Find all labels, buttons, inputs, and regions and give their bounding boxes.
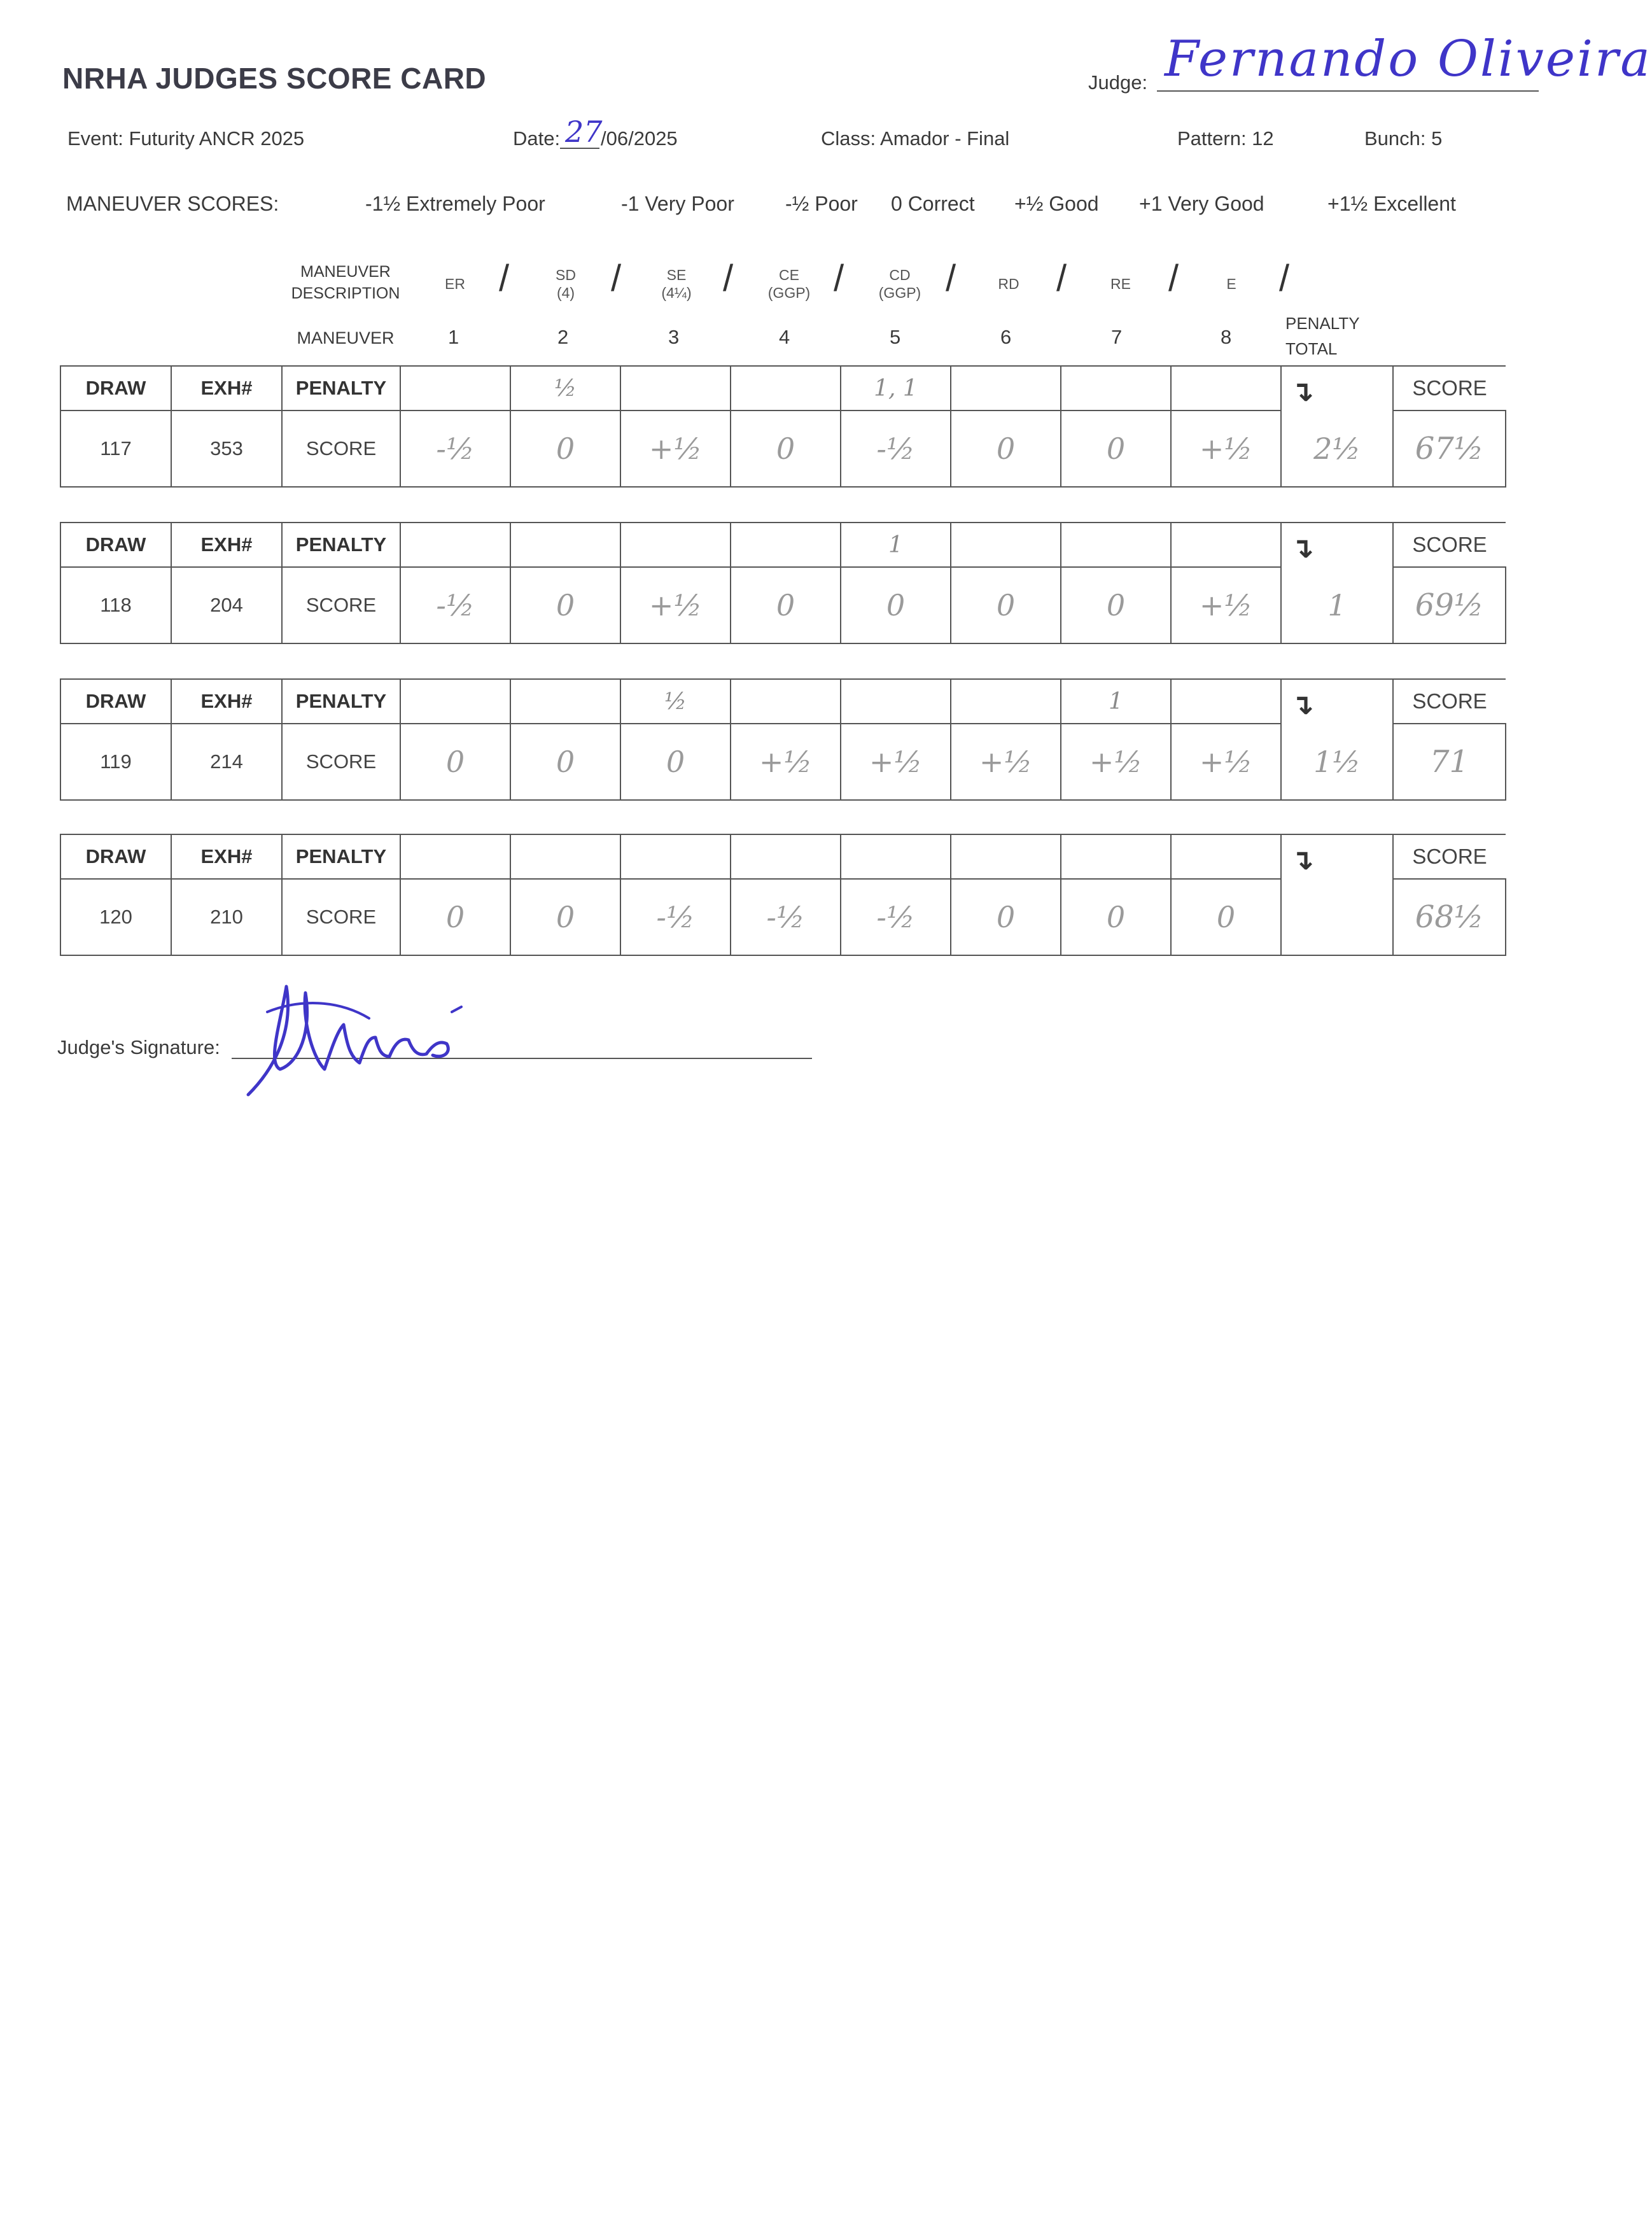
maneuver-score: 0 <box>400 724 510 800</box>
run-block-2 <box>60 522 1513 643</box>
penalty-cell <box>951 523 1061 567</box>
score-column-label: SCORE <box>1393 679 1506 724</box>
maneuver-number: 4 <box>779 326 790 348</box>
maneuver-code-sub: (GGP) <box>767 284 811 301</box>
signature-label: Judge's Signature: <box>57 1036 220 1058</box>
draw-header: DRAW <box>60 366 171 411</box>
maneuver-score: 0 <box>731 567 841 643</box>
scale-label: MANEUVER SCORES: <box>66 192 279 215</box>
maneuver-divider: / <box>1279 258 1290 299</box>
maneuver-description-label <box>280 261 411 304</box>
judge-line <box>1157 90 1539 92</box>
penalty-cell: 1, 1 <box>841 366 951 411</box>
arrow-icon: ↴ <box>1281 834 1393 879</box>
score-column-label: SCORE <box>1393 834 1506 879</box>
maneuver-score: 0 <box>510 724 620 800</box>
draw-number: 118 <box>60 567 171 643</box>
maneuver-score: 0 <box>951 567 1061 643</box>
score-column-label: SCORE <box>1393 523 1506 567</box>
maneuver-score: 0 <box>841 567 951 643</box>
scale-correct: 0 Correct <box>891 192 975 215</box>
penalty-header: PENALTY <box>282 523 400 567</box>
penalty-cell <box>510 834 620 879</box>
exh-header: EXH# <box>171 366 282 411</box>
scale-poor: -½ Poor <box>785 192 858 215</box>
maneuver-code-sub: (GGP) <box>878 284 921 301</box>
penalty-cell: 1 <box>841 523 951 567</box>
penalty-cell: ½ <box>510 366 620 411</box>
penalty-total-label <box>1285 311 1360 361</box>
penalty-cell: 1 <box>1061 679 1171 724</box>
penalty-cell <box>1171 679 1281 724</box>
penalty-cell <box>841 679 951 724</box>
draw-header: DRAW <box>60 523 171 567</box>
maneuver-divider: / <box>499 258 510 299</box>
penalty-cell <box>731 679 841 724</box>
arrow-icon: ↴ <box>1281 366 1393 411</box>
maneuver-code-sub: (4) <box>556 284 575 301</box>
exh-header: EXH# <box>171 679 282 724</box>
maneuver-code-8 <box>1203 275 1260 293</box>
maneuver-code-5 <box>868 266 932 302</box>
maneuver-divider: / <box>723 258 734 299</box>
draw-number: 117 <box>60 411 171 487</box>
penalty-cell <box>510 523 620 567</box>
maneuver-code-text: ER <box>445 276 465 292</box>
final-score: 67½ <box>1393 411 1506 487</box>
run-block-3 <box>60 678 1513 799</box>
run-block-1 <box>60 365 1513 486</box>
penalty-total: 1 <box>1281 567 1393 643</box>
maneuver-code-text: SE <box>666 267 687 283</box>
maneuver-code-text: RE <box>1110 276 1131 292</box>
maneuver-number: 5 <box>890 326 901 348</box>
class-name: Class: Amador - Final <box>821 127 1010 150</box>
scale-extremely-poor: -1½ Extremely Poor <box>365 192 545 215</box>
run-table <box>60 678 1506 801</box>
penalty-cell <box>620 366 731 411</box>
penalty-total-line1: PENALTY <box>1285 314 1360 333</box>
maneuver-code-text: SD <box>556 267 576 283</box>
date-label: Date: <box>513 127 561 150</box>
maneuver-score: -½ <box>841 411 951 487</box>
maneuver-score: +½ <box>951 724 1061 800</box>
maneuver-score: +½ <box>731 724 841 800</box>
maneuver-code-text: E <box>1226 276 1236 292</box>
penalty-cell <box>951 834 1061 879</box>
penalty-cell <box>951 366 1061 411</box>
maneuver-score: 0 <box>1061 567 1171 643</box>
penalty-cell <box>1061 366 1171 411</box>
arrow-icon: ↴ <box>1281 523 1393 567</box>
draw-header: DRAW <box>60 679 171 724</box>
penalty-header: PENALTY <box>282 366 400 411</box>
page-title: NRHA JUDGES SCORE CARD <box>62 62 487 95</box>
maneuver-score: 0 <box>510 879 620 955</box>
maneuver-score: 0 <box>1171 879 1281 955</box>
penalty-cell <box>1171 523 1281 567</box>
maneuver-score: -½ <box>731 879 841 955</box>
maneuver-code-text: CD <box>889 267 911 283</box>
maneuver-code-7 <box>1092 275 1149 293</box>
exhibitor-number: 214 <box>171 724 282 800</box>
maneuver-divider: / <box>611 258 622 299</box>
maneuver-score: 0 <box>951 879 1061 955</box>
maneuver-number: 2 <box>557 326 569 348</box>
maneuver-number: 6 <box>1000 326 1012 348</box>
draw-number: 120 <box>60 879 171 955</box>
exhibitor-number: 210 <box>171 879 282 955</box>
exhibitor-number: 353 <box>171 411 282 487</box>
penalty-cell <box>1061 523 1171 567</box>
maneuver-number: 7 <box>1111 326 1123 348</box>
maneuver-score: -½ <box>841 879 951 955</box>
penalty-header: PENALTY <box>282 834 400 879</box>
maneuver-code-2 <box>537 266 594 302</box>
date-day-line <box>560 148 599 149</box>
maneuver-code-1 <box>426 275 484 293</box>
score-row-label: SCORE <box>282 724 400 800</box>
maneuver-score: +½ <box>1171 411 1281 487</box>
maneuver-label-line2: DESCRIPTION <box>291 284 400 302</box>
maneuver-code-text: RD <box>998 276 1019 292</box>
scale-very-good: +1 Very Good <box>1139 192 1264 215</box>
judge-signature <box>242 974 484 1101</box>
penalty-cell <box>731 523 841 567</box>
date-day: 27 <box>565 115 603 149</box>
arrow-icon: ↴ <box>1281 679 1393 724</box>
maneuver-score: 0 <box>951 411 1061 487</box>
penalty-cell <box>400 366 510 411</box>
draw-number: 119 <box>60 724 171 800</box>
penalty-cell <box>951 679 1061 724</box>
maneuver-code-text: CE <box>779 267 799 283</box>
judge-label: Judge: <box>1088 71 1148 94</box>
maneuver-score: +½ <box>1171 567 1281 643</box>
final-score: 71 <box>1393 724 1506 800</box>
penalty-cell <box>400 523 510 567</box>
maneuver-score: 0 <box>400 879 510 955</box>
maneuver-score: -½ <box>400 411 510 487</box>
penalty-header: PENALTY <box>282 679 400 724</box>
scale-very-poor: -1 Very Poor <box>621 192 734 215</box>
maneuver-score: +½ <box>1171 724 1281 800</box>
maneuver-score: 0 <box>1061 411 1171 487</box>
maneuver-score: +½ <box>1061 724 1171 800</box>
maneuver-score: +½ <box>620 567 731 643</box>
maneuver-divider: / <box>1168 258 1179 299</box>
penalty-total: 2½ <box>1281 411 1393 487</box>
maneuver-score: 0 <box>510 411 620 487</box>
penalty-cell: ½ <box>620 679 731 724</box>
maneuver-divider: / <box>834 258 844 299</box>
scale-good: +½ Good <box>1014 192 1099 215</box>
exhibitor-number: 204 <box>171 567 282 643</box>
penalty-cell <box>400 834 510 879</box>
penalty-total <box>1281 879 1393 955</box>
penalty-total-line2: TOTAL <box>1285 339 1338 358</box>
maneuver-score: 0 <box>1061 879 1171 955</box>
penalty-cell <box>510 679 620 724</box>
maneuver-score: +½ <box>620 411 731 487</box>
maneuver-code-6 <box>980 275 1037 293</box>
penalty-cell <box>731 834 841 879</box>
penalty-cell <box>1061 834 1171 879</box>
scale-excellent: +1½ Excellent <box>1327 192 1456 215</box>
maneuver-code-sub: (4¼) <box>661 284 692 301</box>
date-rest: /06/2025 <box>601 127 678 150</box>
exh-header: EXH# <box>171 834 282 879</box>
score-row-label: SCORE <box>282 411 400 487</box>
score-row-label: SCORE <box>282 567 400 643</box>
bunch-number: Bunch: 5 <box>1364 127 1443 150</box>
maneuver-score: 0 <box>731 411 841 487</box>
maneuver-code-4 <box>757 266 821 302</box>
maneuver-number: 8 <box>1221 326 1232 348</box>
maneuver-divider: / <box>946 258 956 299</box>
penalty-cell <box>400 679 510 724</box>
pattern-number: Pattern: 12 <box>1177 127 1274 150</box>
maneuver-number: 3 <box>668 326 680 348</box>
draw-header: DRAW <box>60 834 171 879</box>
maneuver-score: +½ <box>841 724 951 800</box>
penalty-cell <box>1171 834 1281 879</box>
score-row-label: SCORE <box>282 879 400 955</box>
maneuver-label: MANEUVER <box>297 328 395 347</box>
maneuver-score: 0 <box>620 724 731 800</box>
exh-header: EXH# <box>171 523 282 567</box>
penalty-cell <box>1171 366 1281 411</box>
maneuver-number: 1 <box>448 326 459 348</box>
final-score: 69½ <box>1393 567 1506 643</box>
maneuver-divider: / <box>1056 258 1067 299</box>
maneuver-score: -½ <box>620 879 731 955</box>
penalty-cell <box>841 834 951 879</box>
run-table <box>60 365 1506 488</box>
event-name: Event: Futurity ANCR 2025 <box>67 127 305 150</box>
run-block-4 <box>60 834 1513 955</box>
run-table <box>60 834 1506 956</box>
run-table <box>60 522 1506 644</box>
maneuver-code-3 <box>648 266 705 302</box>
judge-name: Fernando Oliveira <box>1165 31 1652 88</box>
score-column-label: SCORE <box>1393 366 1506 411</box>
maneuver-score: -½ <box>400 567 510 643</box>
maneuver-score: 0 <box>510 567 620 643</box>
penalty-cell <box>731 366 841 411</box>
final-score: 68½ <box>1393 879 1506 955</box>
maneuver-label-line1: MANEUVER <box>300 263 391 281</box>
penalty-total: 1½ <box>1281 724 1393 800</box>
penalty-cell <box>620 523 731 567</box>
penalty-cell <box>620 834 731 879</box>
